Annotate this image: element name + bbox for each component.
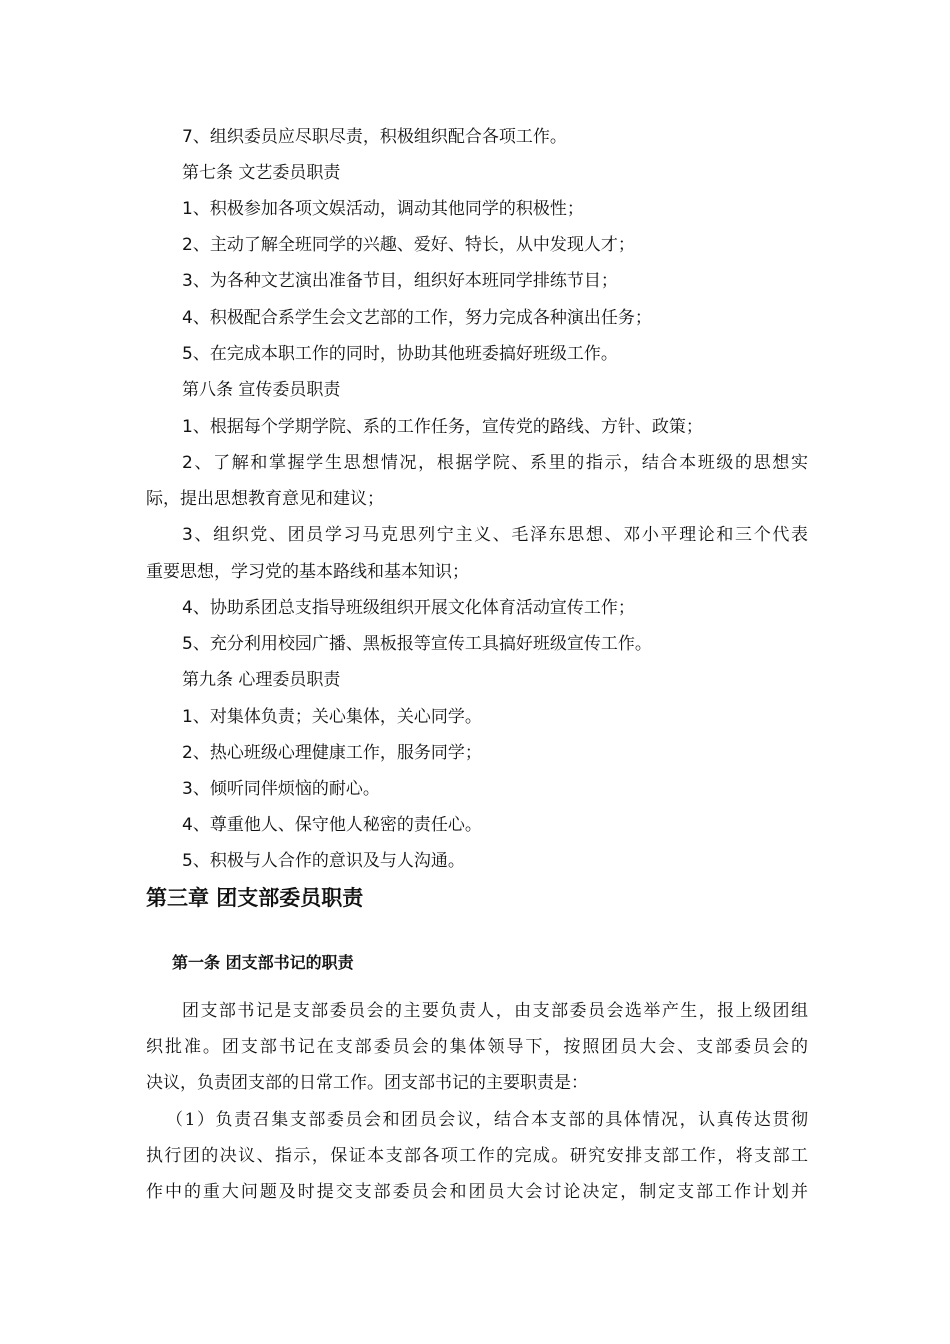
- text-line: 5、在完成本职工作的同时，协助其他班委搞好班级工作。: [182, 344, 618, 364]
- text-line: 4、协助系团总支指导班级组织开展文化体育活动宣传工作；: [182, 598, 635, 618]
- article-title: 第一条 团支部书记的职责: [172, 953, 354, 972]
- text-line: 3、倾听同伴烦恼的耐心。: [182, 779, 380, 799]
- chapter-title: 第三章 团支部委员职责: [146, 886, 364, 910]
- section-heading: 第七条 文艺委员职责: [182, 163, 341, 183]
- text-line: 3、组织党、团员学习马克思列宁主义、毛泽东思想、邓小平理论和三个代表: [182, 525, 808, 545]
- paragraph-line: （1）负责召集支部委员会和团员会议，结合本支部的具体情况，认真传达贯彻: [166, 1110, 808, 1130]
- text-line: 7、组织委员应尽职尽责，积极组织配合各项工作。: [182, 127, 567, 147]
- text-line: 5、充分利用校园广播、黑板报等宣传工具搞好班级宣传工作。: [182, 634, 652, 654]
- paragraph-line: 团支部书记是支部委员会的主要负责人，由支部委员会选举产生，报上级团组: [182, 1001, 808, 1021]
- text-line: 2、热心班级心理健康工作，服务同学；: [182, 743, 482, 763]
- text-line: 1、根据每个学期学院、系的工作任务，宣传党的路线、方针、政策；: [182, 417, 703, 437]
- text-line: 1、积极参加各项文娱活动，调动其他同学的积极性；: [182, 199, 584, 219]
- text-line: 1、对集体负责；关心集体，关心同学。: [182, 707, 482, 727]
- section-heading: 第九条 心理委员职责: [182, 670, 341, 690]
- text-line: 4、尊重他人、保守他人秘密的责任心。: [182, 815, 482, 835]
- paragraph-line: 作中的重大问题及时提交支部委员会和团员大会讨论决定，制定支部工作计划并: [146, 1182, 808, 1202]
- text-line: 重要思想，学习党的基本路线和基本知识；: [146, 562, 469, 582]
- section-heading: 第八条 宣传委员职责: [182, 380, 341, 400]
- paragraph-line: 执行团的决议、指示，保证本支部各项工作的完成。研究安排支部工作，将支部工: [146, 1146, 808, 1166]
- paragraph-line: 织批准。团支部书记在支部委员会的集体领导下，按照团员大会、支部委员会的: [146, 1037, 808, 1057]
- text-line: 际，提出思想教育意见和建议；: [146, 489, 384, 509]
- text-line: 2、了解和掌握学生思想情况，根据学院、系里的指示，结合本班级的思想实: [182, 453, 808, 473]
- text-line: 4、积极配合系学生会文艺部的工作，努力完成各种演出任务；: [182, 308, 652, 328]
- text-line: 3、为各种文艺演出准备节目，组织好本班同学排练节目；: [182, 271, 618, 291]
- text-line: 2、主动了解全班同学的兴趣、爱好、特长，从中发现人才；: [182, 235, 635, 255]
- paragraph-line: 决议，负责团支部的日常工作。团支部书记的主要职责是：: [146, 1073, 588, 1093]
- text-line: 5、积极与人合作的意识及与人沟通。: [182, 851, 465, 871]
